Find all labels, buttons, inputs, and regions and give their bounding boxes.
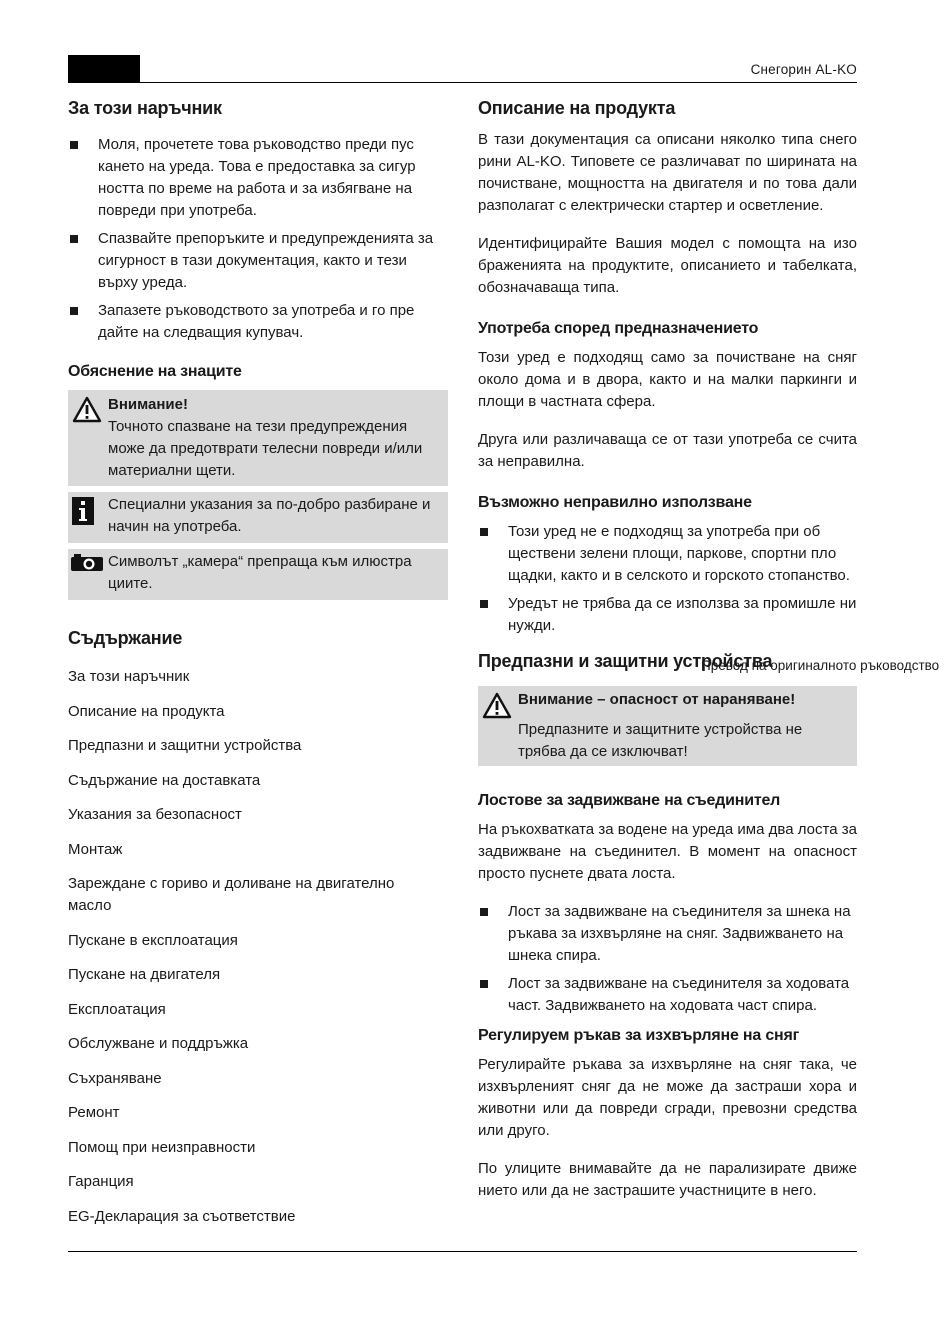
toc-item[interactable]: Зареждане с гориво и доливане на двигателно масло xyxy=(68,875,395,914)
info-icon xyxy=(72,497,94,532)
list-item: Запазете ръководството за употреба и го пре дайте на следващия купувач. xyxy=(68,300,448,344)
camera-icon xyxy=(70,554,104,579)
toc-item[interactable]: Указания за безопасност xyxy=(68,806,242,823)
section-title-clutch: Лостове за задвижване на съединител xyxy=(478,792,781,809)
footer-rule xyxy=(68,1251,857,1252)
toc-item[interactable]: Съдържание на доставката xyxy=(68,771,261,789)
toc-item[interactable]: Предпазни и защитни устройства xyxy=(68,737,302,754)
section-title-chute: Регулируем ръкав за изхвърляне на сняг xyxy=(478,1027,800,1044)
toc-item[interactable]: Експлоатация xyxy=(68,1000,166,1018)
section-title-intended-use: Употреба според предназначението xyxy=(478,320,759,337)
paragraph: На ръкохватката за водене на уреда има два лоста за задвижване на съединител. В момент на опасност просто пуснете двата лоста. xyxy=(478,821,857,882)
list-item: Лост за задвижване на съединителя за ходовата част. Задвижването на ходовата част спира. xyxy=(478,973,857,1017)
list-item: Този уред не е подходящ за употреба при об ществени зелени площи, паркове, спортни пло щадки, както и в селското и горското стопанство. xyxy=(478,521,857,587)
list-item: Моля, прочетете това ръководство преди пус кането на уреда. Това е предоставка за сигур ността по време на работа и за избягване на повреди при употреба. xyxy=(68,134,448,222)
section-title-misuse: Възможно неправилно използване xyxy=(478,494,752,511)
about-list xyxy=(68,134,448,344)
info-text: Специални указания за по-добро разбиране и начин на употреба. xyxy=(108,496,431,535)
misuse-list xyxy=(478,521,857,637)
safety-warning-title: Внимание – опасност от нараняване! xyxy=(518,691,796,708)
left-column xyxy=(68,92,448,1228)
list-item: Уредът не трябва да се използва за промишле ни нужди. xyxy=(478,593,857,637)
toc-item[interactable]: Ремонт xyxy=(68,1104,120,1121)
section-title-signs: Обяснение на знаците xyxy=(68,363,242,380)
paragraph: Друга или различаваща се от тази употреба се счита за неправилна. xyxy=(478,431,857,470)
camera-box xyxy=(68,549,448,600)
toc-item[interactable]: Съхраняване xyxy=(68,1069,162,1087)
toc-item[interactable]: EG-Декларация за съответствие xyxy=(68,1207,296,1225)
paragraph: В тази документация са описани няколко типа снего рини AL-KO. Типовете се различават по ширината на почистване, мощността на двигателя и по това дали разполагат с електрически стартер и осветление. xyxy=(478,131,857,214)
contents-list xyxy=(68,666,448,1228)
warning-text: Точното спазване на тези предупреждения може да предотврати телесни повреди и/или материални щети. xyxy=(108,418,423,479)
clutch-list xyxy=(478,901,857,1017)
toc-item[interactable]: Обслужване и поддръжка xyxy=(68,1035,249,1052)
warning-box xyxy=(68,390,448,486)
page-header-title: Снегорин AL-KO xyxy=(750,62,857,77)
toc-item[interactable]: Пускане на двигателя xyxy=(68,966,221,983)
section-title-product: Описание на продукта xyxy=(478,98,676,118)
paragraph: По улиците внимавайте да не парализирате движе нието или да не застрашите участниците в него. xyxy=(478,1160,857,1199)
section-title-safety: Предпазни и защитни устройства xyxy=(478,651,773,671)
toc-item[interactable]: Пускане в експлоатация xyxy=(68,931,238,949)
right-column xyxy=(478,92,857,1202)
safety-warning-text: Предпазните и защитните устройства не трябва да се изключват! xyxy=(518,721,803,760)
paragraph: Регулирайте ръкава за изхвърляне на сняг така, че изхвърленият сняг да не може да застраши хора и животни или да повреди сгради, превозни средства или друго. xyxy=(478,1056,857,1139)
toc-item[interactable]: Монтаж xyxy=(68,840,123,858)
section-title-about: За този наръчник xyxy=(68,98,222,118)
info-box xyxy=(68,492,448,543)
paragraph: Този уред е подходящ само за почистване на сняг около дома и в двора, както и на малки паркинги и площи в частната сфера. xyxy=(478,349,857,410)
toc-item[interactable]: Помощ при неизправности xyxy=(68,1138,256,1156)
list-item: Лост за задвижване на съединителя за шнека на ръкава за изхвърляне на сняг. Задвижването на шнека спира. xyxy=(478,901,857,967)
warning-title: Внимание! xyxy=(108,396,188,413)
list-item: Спазвайте препоръките и предупрежденията за сигурност в тази документация, както и тези върху уреда. xyxy=(68,228,448,294)
warning-triangle-icon xyxy=(72,396,102,430)
safety-warning-box xyxy=(478,686,857,766)
toc-item[interactable]: Гаранция xyxy=(68,1173,134,1190)
header-rule xyxy=(140,82,857,83)
section-title-contents: Съдържание xyxy=(68,628,183,648)
paragraph: Идентифицирайте Вашия модел с помощта на изо браженията на продуктите, описанието и табелката, обозначаваща типа. xyxy=(478,235,857,296)
toc-item[interactable]: За този наръчник xyxy=(68,668,190,685)
toc-item[interactable]: Описание на продукта xyxy=(68,702,225,720)
warning-triangle-icon xyxy=(482,692,512,726)
camera-text: Символът „камера“ препраща към илюстра циите. xyxy=(108,553,412,592)
translation-note: Превод на оригиналното ръководство xyxy=(701,658,940,673)
header-black-tab xyxy=(68,55,140,83)
